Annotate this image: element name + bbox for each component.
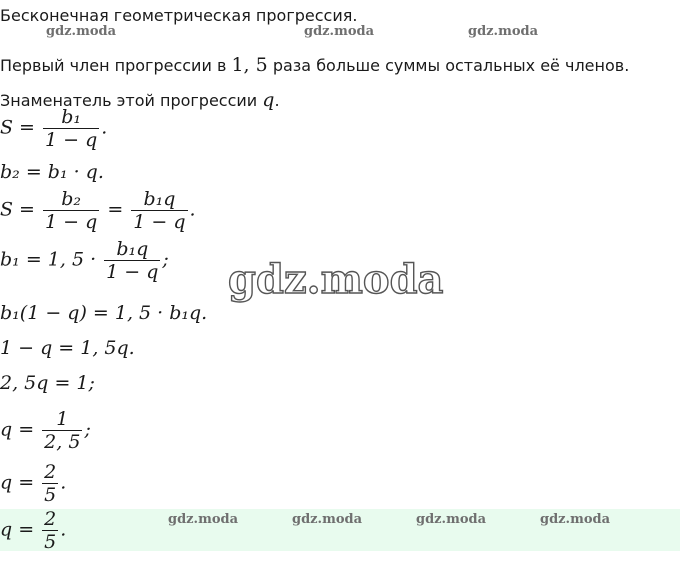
formula-lhs: q = bbox=[0, 471, 35, 494]
fraction-denominator: 1 − q bbox=[45, 129, 98, 151]
formula-equation: 2, 5q = 1; bbox=[0, 372, 95, 394]
formula-end: . bbox=[60, 518, 67, 541]
denominator-text: Знаменатель этой прогрессии bbox=[0, 91, 258, 110]
fraction-numerator: 2 bbox=[44, 461, 57, 483]
equals-sign: = bbox=[107, 198, 124, 221]
formula-lhs: q = bbox=[0, 518, 35, 541]
statement-value: 1, 5 bbox=[231, 54, 268, 76]
fraction-denominator: 1 − q bbox=[133, 211, 186, 233]
answer-formula bbox=[0, 508, 66, 553]
watermark: gdz.moda bbox=[468, 24, 539, 39]
watermark: gdz.moda bbox=[416, 512, 487, 527]
fraction-numerator: 2 bbox=[44, 508, 57, 530]
fraction bbox=[43, 188, 99, 233]
watermark-large: gdz.moda bbox=[228, 256, 444, 303]
watermark: gdz.moda bbox=[304, 24, 375, 39]
fraction-numerator: 1 bbox=[56, 408, 69, 430]
fraction bbox=[42, 408, 82, 453]
formula-end: ; bbox=[162, 248, 169, 271]
statement-before: Первый член прогрессии в bbox=[0, 56, 227, 75]
formula-end: . bbox=[60, 471, 67, 494]
formula-q bbox=[0, 408, 91, 453]
fraction-numerator: b₁q bbox=[143, 188, 176, 210]
fraction bbox=[131, 188, 187, 233]
formula-q bbox=[0, 461, 66, 506]
problem-statement bbox=[0, 54, 629, 76]
fraction bbox=[43, 106, 99, 151]
fraction-numerator: b₂ bbox=[61, 188, 82, 210]
watermark: gdz.moda bbox=[46, 24, 117, 39]
formula-b2: b₂ = b₁ · q. bbox=[0, 161, 104, 183]
formula-end: . bbox=[189, 198, 196, 221]
statement-after: раза больше суммы остальных её членов. bbox=[272, 56, 630, 75]
watermark: gdz.moda bbox=[168, 512, 239, 527]
fraction-denominator: 2, 5 bbox=[44, 431, 81, 453]
fraction bbox=[42, 508, 58, 553]
fraction bbox=[42, 461, 58, 506]
fraction bbox=[104, 238, 160, 283]
fraction-denominator: 5 bbox=[44, 484, 57, 506]
formula-end: . bbox=[101, 116, 108, 139]
formula-equation: b₁(1 − q) = 1, 5 · b₁q. bbox=[0, 302, 208, 324]
denominator-end: . bbox=[274, 91, 280, 110]
formula-equation: 1 − q = 1, 5q. bbox=[0, 337, 135, 359]
fraction-denominator: 1 − q bbox=[106, 261, 159, 283]
watermark: gdz.moda bbox=[292, 512, 363, 527]
formula-sum-expanded bbox=[0, 188, 196, 233]
formula-lhs: S = bbox=[0, 198, 35, 221]
formula-sum bbox=[0, 106, 107, 151]
watermark: gdz.moda bbox=[540, 512, 611, 527]
fraction-denominator: 5 bbox=[44, 531, 57, 553]
formula-b1 bbox=[0, 238, 169, 283]
formula-lhs: q = bbox=[0, 418, 35, 441]
formula-end: ; bbox=[84, 418, 91, 441]
fraction-numerator: b₁ bbox=[61, 106, 82, 128]
fraction-denominator: 1 − q bbox=[45, 211, 98, 233]
fraction-numerator: b₁q bbox=[116, 238, 149, 260]
formula-lhs: b₁ = 1, 5 · bbox=[0, 248, 97, 271]
heading: Бесконечная геометрическая прогрессия. bbox=[0, 6, 358, 25]
denominator-var: q bbox=[262, 89, 275, 111]
formula-lhs: S = bbox=[0, 116, 35, 139]
